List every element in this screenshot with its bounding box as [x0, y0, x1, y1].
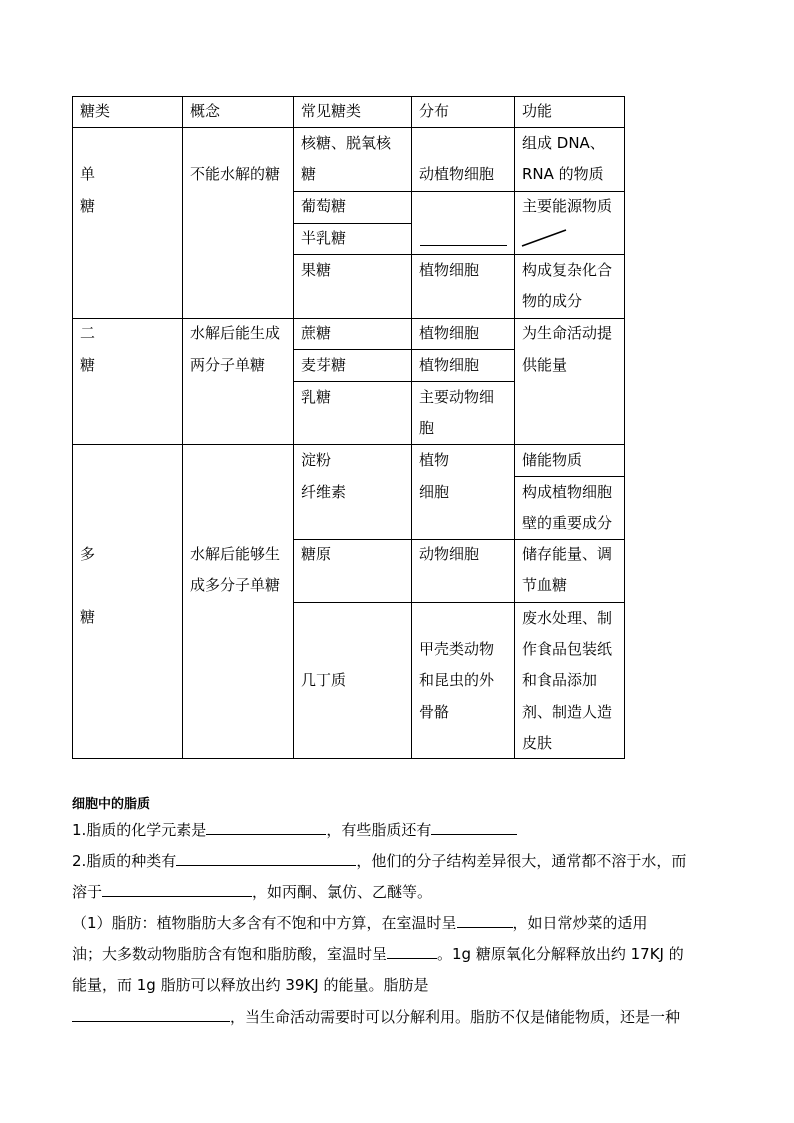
- table-rule: [72, 96, 73, 759]
- fructose-function: 物的成分: [522, 292, 583, 310]
- chitin-distribution: 甲壳类动物: [419, 640, 495, 658]
- question-2-continued: [72, 881, 432, 902]
- di-concept: 两分子单糖: [190, 356, 266, 374]
- mono-label: 糖: [80, 197, 96, 215]
- header-function: 功能: [522, 102, 553, 120]
- fill-blank: [431, 819, 517, 835]
- lactose-distribution: 主要动物细: [419, 388, 495, 406]
- question-1: [72, 819, 517, 840]
- question-text: 1.脂质的化学元素是: [72, 821, 207, 839]
- section-title: 细胞中的脂质: [72, 797, 151, 812]
- ribose-function: 组成 DNA、: [522, 134, 605, 152]
- fructose-function: 构成复杂化合: [522, 261, 613, 279]
- fat-paragraph-line: [72, 943, 684, 964]
- di-concept: 水解后能生成: [190, 324, 281, 342]
- question-2: [72, 850, 686, 871]
- fat-paragraph-line: [72, 975, 429, 995]
- question-text: ，如丙酮、氯仿、乙醚等。: [252, 883, 433, 901]
- paragraph-text: ，当生命活动需要时可以分解利用。脂肪不仅是储能物质，还是一种: [230, 1008, 681, 1026]
- fat-paragraph-line: [72, 912, 648, 933]
- mono-label: 单: [80, 165, 96, 183]
- fill-blank: [102, 881, 252, 897]
- fill-blank: [206, 819, 326, 835]
- chitin-function: 和食品添加: [522, 671, 598, 689]
- header-common-sugars: 常见糖类: [301, 102, 362, 120]
- ribose-function: RNA 的物质: [522, 165, 604, 183]
- chitin-function: 皮肤: [522, 734, 553, 752]
- chitin-function: 作食品包装纸: [522, 640, 613, 658]
- paragraph-text: 。1g 糖原氧化分解释放出约 17KJ 的: [437, 945, 684, 963]
- di-function: 为生命活动提: [522, 324, 613, 342]
- table-rule: [514, 96, 515, 759]
- starch-function: 储能物质: [522, 451, 583, 469]
- carbohydrate-table: [72, 96, 625, 759]
- starch-name: 淀粉: [301, 451, 332, 469]
- glucose-name: 葡萄糖: [301, 197, 347, 215]
- fill-blank-line: [420, 245, 507, 246]
- chitin-name: 几丁质: [301, 671, 347, 689]
- fat-paragraph-line: [72, 1006, 680, 1027]
- question-text: ，他们的分子结构差异很大，通常都不溶于水，而: [356, 852, 687, 870]
- poly-label: 糖: [80, 608, 96, 626]
- glycogen-function: 节血糖: [522, 576, 568, 594]
- cellulose-function: 构成植物细胞: [522, 483, 613, 501]
- fill-blank: [387, 943, 437, 959]
- header-concept: 概念: [190, 102, 221, 120]
- chitin-function: 废水处理、制: [522, 609, 613, 627]
- cellulose-function: 壁的重要成分: [522, 514, 613, 532]
- paragraph-text: ，如日常炒菜的适用: [512, 914, 648, 932]
- header-type: 糖类: [80, 102, 111, 120]
- fill-blank: [176, 850, 356, 866]
- chitin-distribution: 骨骼: [419, 703, 450, 721]
- table-rule: [182, 96, 183, 759]
- cellulose-name: 纤维素: [301, 483, 347, 501]
- question-text: 溶于: [72, 883, 103, 901]
- fructose-distribution: 植物细胞: [419, 261, 480, 279]
- sucrose-distribution: 植物细胞: [419, 324, 480, 342]
- question-text: 2.脂质的种类有: [72, 852, 177, 870]
- mono-concept: 不能水解的糖: [190, 165, 281, 183]
- table-rule: [624, 96, 625, 759]
- di-label: 二: [80, 324, 96, 342]
- glycogen-function: 储存能量、调: [522, 545, 613, 563]
- table-rule: [293, 96, 294, 759]
- fill-blank: [72, 1006, 230, 1022]
- paragraph-text: 能量，而 1g 脂肪可以释放出约 39KJ 的能量。脂肪是: [72, 976, 429, 994]
- slash-mark: [520, 228, 570, 248]
- question-text: ，有些脂质还有: [326, 821, 432, 839]
- plant-distribution: 植物: [419, 451, 450, 469]
- glucose-function: 主要能源物质: [522, 197, 613, 215]
- di-label: 糖: [80, 356, 96, 374]
- fructose-name: 果糖: [301, 261, 332, 279]
- sucrose-name: 蔗糖: [301, 324, 332, 342]
- poly-concept: 水解后能够生: [190, 545, 281, 563]
- ribose-distribution: 动植物细胞: [419, 165, 495, 183]
- glycogen-distribution: 动物细胞: [419, 545, 480, 563]
- poly-label: 多: [80, 545, 96, 563]
- ribose-name: 糖: [301, 165, 317, 183]
- maltose-name: 麦芽糖: [301, 356, 347, 374]
- chitin-function: 剂、制造人造: [522, 703, 613, 721]
- paragraph-text: 油；大多数动物脂肪含有饱和脂肪酸，室温时呈: [72, 945, 388, 963]
- lactose-name: 乳糖: [301, 388, 332, 406]
- di-function: 供能量: [522, 356, 568, 374]
- paragraph-text: （1）脂肪：植物脂肪大多含有不饱和中方算，在室温时呈: [72, 914, 457, 932]
- maltose-distribution: 植物细胞: [419, 356, 480, 374]
- galactose-name: 半乳糖: [301, 229, 347, 247]
- header-distribution: 分布: [419, 102, 450, 120]
- plant-distribution: 细胞: [419, 483, 450, 501]
- fill-blank: [457, 912, 513, 928]
- poly-concept: 成多分子单糖: [190, 576, 281, 594]
- table-rule: [411, 96, 412, 759]
- chitin-distribution: 和昆虫的外: [419, 671, 495, 689]
- glycogen-name: 糖原: [301, 545, 332, 563]
- lactose-distribution: 胞: [419, 419, 435, 437]
- ribose-name: 核糖、脱氧核: [301, 134, 392, 152]
